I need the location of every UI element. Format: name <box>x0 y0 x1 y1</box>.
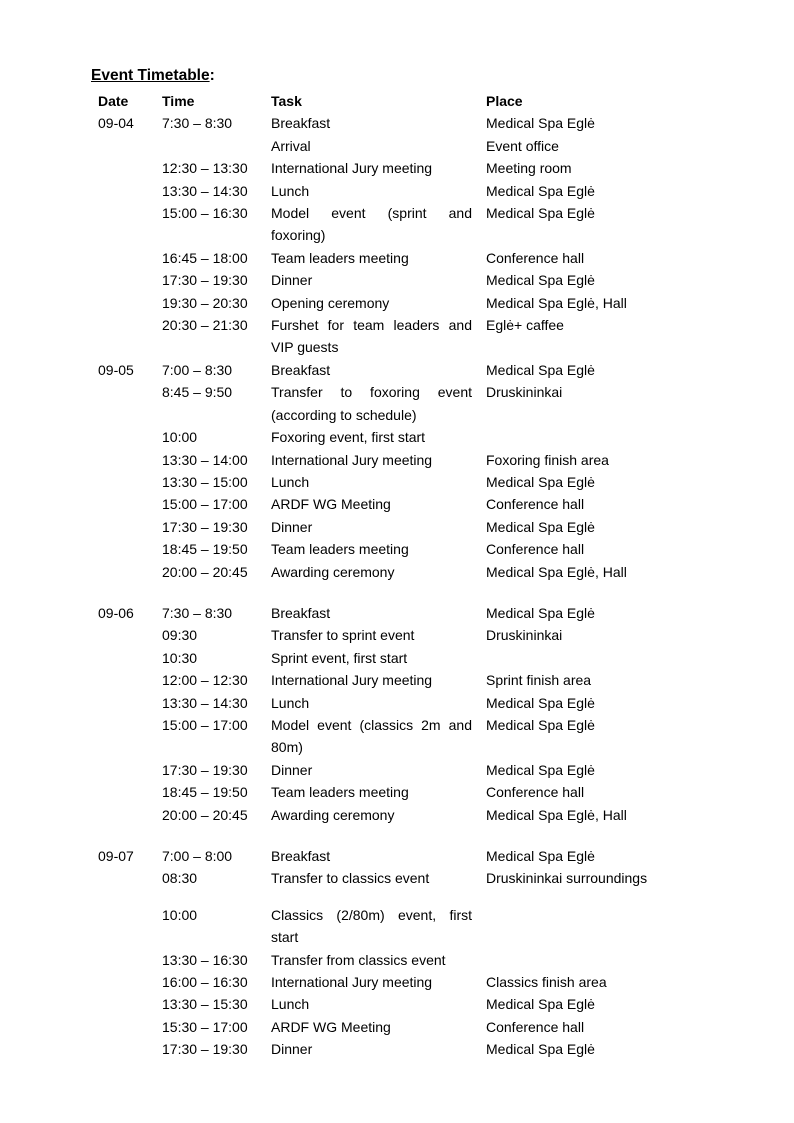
table-row <box>98 381 698 426</box>
table-row <box>98 647 698 669</box>
task-cell: ARDF WG Meeting <box>271 496 391 513</box>
time-cell: 13:30 – 15:00 <box>162 473 248 490</box>
date-cell <box>98 692 162 714</box>
place-cell: Eglė+ caffee <box>486 317 564 334</box>
time-cell: 13:30 – 14:00 <box>162 451 248 468</box>
timetable <box>98 90 698 1061</box>
date-cell <box>98 647 162 669</box>
header-time: Time <box>162 93 195 109</box>
time-cell: 10:00 <box>162 429 198 446</box>
task-cell: Furshet for team leaders and VIP guests <box>271 317 472 356</box>
time-cell: 12:00 – 12:30 <box>162 672 248 689</box>
table-row <box>98 292 698 314</box>
table-row <box>98 781 698 803</box>
time-cell: 13:30 – 16:30 <box>162 951 248 968</box>
task-cell: Team leaders meeting <box>271 249 409 266</box>
task-cell: Team leaders meeting <box>271 541 409 558</box>
place-cell: Medical Spa Eglė <box>486 716 595 733</box>
date-cell <box>98 247 162 269</box>
page-title <box>91 66 711 86</box>
time-cell: 19:30 – 20:30 <box>162 294 248 311</box>
document-page <box>91 66 711 1061</box>
time-cell: 17:30 – 19:30 <box>162 272 248 289</box>
date-cell <box>98 538 162 560</box>
date-cell <box>98 180 162 202</box>
place-cell: Medical Spa Eglė <box>486 518 595 535</box>
header-date: Date <box>98 93 129 109</box>
table-row <box>98 359 698 381</box>
task-cell: Opening ceremony <box>271 294 390 311</box>
date-cell <box>98 202 162 247</box>
table-header-row <box>98 90 698 112</box>
timetable-body <box>98 112 698 1060</box>
time-cell: 17:30 – 19:30 <box>162 518 248 535</box>
date-cell <box>98 781 162 803</box>
table-row <box>98 804 698 826</box>
table-row <box>98 516 698 538</box>
place-cell: Druskininkai <box>486 384 563 401</box>
task-cell: International Jury meeting <box>271 672 433 689</box>
task-cell: Dinner <box>271 761 313 778</box>
time-cell: 12:30 – 13:30 <box>162 160 248 177</box>
table-row <box>98 247 698 269</box>
date-cell <box>98 426 162 448</box>
table-row <box>98 1016 698 1038</box>
task-cell: Dinner <box>271 518 313 535</box>
table-row <box>98 602 698 624</box>
date-cell <box>98 135 162 157</box>
time-cell: 8:45 – 9:50 <box>162 384 233 401</box>
place-cell: Foxoring finish area <box>486 451 609 468</box>
date-cell <box>98 1016 162 1038</box>
table-row <box>98 180 698 202</box>
place-cell: Medical Spa Eglė <box>486 473 595 490</box>
place-cell: Conference hall <box>486 249 585 266</box>
table-row <box>98 669 698 691</box>
date-cell <box>98 669 162 691</box>
task-cell: Lunch <box>271 473 310 490</box>
place-cell: Medical Spa Eglė <box>486 694 595 711</box>
place-cell: Medical Spa Eglė <box>486 115 595 132</box>
spacer-cell <box>98 583 698 602</box>
task-cell: Transfer to classics event <box>271 870 430 887</box>
place-cell: Druskininkai surroundings <box>486 870 648 887</box>
time-cell: 15:30 – 17:00 <box>162 1018 248 1035</box>
task-cell: Lunch <box>271 694 310 711</box>
table-row <box>98 135 698 157</box>
task-cell: Lunch <box>271 996 310 1013</box>
time-cell: 16:45 – 18:00 <box>162 249 248 266</box>
table-row <box>98 471 698 493</box>
task-cell: Breakfast <box>271 848 331 864</box>
task-cell: Sprint event, first start <box>271 649 408 666</box>
place-cell: Medical Spa Eglė <box>486 272 595 289</box>
task-cell: Breakfast <box>271 361 331 378</box>
spacer-cell <box>98 826 698 845</box>
date-cell <box>98 759 162 781</box>
task-cell: Classics (2/80m) event, first start <box>271 906 472 946</box>
table-row <box>98 624 698 646</box>
time-cell: 20:30 – 21:30 <box>162 317 248 334</box>
date-cell <box>98 493 162 515</box>
time-cell: 20:00 – 20:45 <box>162 806 248 823</box>
place-cell: Medical Spa Eglė <box>486 361 595 378</box>
table-row <box>98 971 698 993</box>
table-row <box>98 904 698 949</box>
time-cell: 7:30 – 8:30 <box>162 604 233 621</box>
time-cell: 13:30 – 15:30 <box>162 996 248 1013</box>
date-cell <box>98 949 162 971</box>
date-cell <box>98 624 162 646</box>
time-cell: 16:00 – 16:30 <box>162 974 248 991</box>
place-cell: Medical Spa Eglė <box>486 205 595 222</box>
task-cell: Awarding ceremony <box>271 563 395 580</box>
time-cell: 18:45 – 19:50 <box>162 541 248 558</box>
date-cell: 09-06 <box>98 604 134 621</box>
task-cell: Model event (classics 2m and 80m) <box>271 716 472 756</box>
date-cell <box>98 867 162 889</box>
table-row <box>98 867 698 889</box>
place-cell <box>486 647 698 669</box>
table-row <box>98 845 698 867</box>
time-cell: 15:00 – 17:00 <box>162 496 248 513</box>
table-row <box>98 538 698 560</box>
table-row <box>98 426 698 448</box>
place-cell: Conference hall <box>486 784 585 801</box>
table-row <box>98 949 698 971</box>
place-cell: Medical Spa Eglė <box>486 604 595 621</box>
time-cell: 15:00 – 16:30 <box>162 205 248 222</box>
table-row <box>98 202 698 247</box>
place-cell <box>486 904 698 949</box>
place-cell: Sprint finish area <box>486 672 592 689</box>
place-cell <box>486 949 698 971</box>
time-cell: 18:45 – 19:50 <box>162 784 248 801</box>
header-place: Place <box>486 93 523 109</box>
date-cell <box>98 381 162 426</box>
spacer-row <box>98 826 698 845</box>
place-cell: Medical Spa Eglė, Hall <box>486 806 627 823</box>
date-cell <box>98 993 162 1015</box>
table-row <box>98 269 698 291</box>
time-cell: 09:30 <box>162 627 198 644</box>
table-row <box>98 157 698 179</box>
time-cell: 13:30 – 14:30 <box>162 182 248 199</box>
place-cell: Meeting room <box>486 160 572 177</box>
task-cell: Foxoring event, first start <box>271 429 426 446</box>
spacer-cell <box>98 890 698 904</box>
task-cell: Transfer to foxoring event (according to schedule) <box>271 384 472 423</box>
task-cell: Breakfast <box>271 604 331 621</box>
time-cell: 7:30 – 8:30 <box>162 115 233 132</box>
place-cell: Conference hall <box>486 1018 585 1035</box>
task-cell: Dinner <box>271 1041 313 1058</box>
title-colon: : <box>209 67 215 84</box>
time-cell: 17:30 – 19:30 <box>162 761 248 778</box>
table-row <box>98 1038 698 1060</box>
table-row <box>98 493 698 515</box>
place-cell: Medical Spa Eglė <box>486 848 595 864</box>
place-cell: Medical Spa Eglė, Hall <box>486 294 627 311</box>
table-row <box>98 314 698 359</box>
place-cell: Event office <box>486 137 559 154</box>
date-cell <box>98 292 162 314</box>
date-cell <box>98 516 162 538</box>
date-cell <box>98 714 162 759</box>
table-row <box>98 449 698 471</box>
title-text: Event Timetable <box>91 67 210 84</box>
task-cell: Team leaders meeting <box>271 784 409 801</box>
table-row <box>98 112 698 134</box>
place-cell: Medical Spa Eglė <box>486 1041 595 1058</box>
place-cell: Medical Spa Eglė <box>486 761 595 778</box>
place-cell: Medical Spa Eglė <box>486 996 595 1013</box>
date-cell <box>98 971 162 993</box>
date-cell <box>98 449 162 471</box>
time-cell: 10:30 <box>162 649 198 666</box>
time-cell: 17:30 – 19:30 <box>162 1041 248 1058</box>
table-row <box>98 993 698 1015</box>
task-cell: Transfer from classics event <box>271 951 446 968</box>
date-cell <box>98 471 162 493</box>
task-cell: Breakfast <box>271 115 331 132</box>
place-cell: Conference hall <box>486 541 585 558</box>
task-cell: Arrival <box>271 137 311 154</box>
task-cell: Model event (sprint and foxoring) <box>271 205 472 244</box>
time-cell: 20:00 – 20:45 <box>162 563 248 580</box>
time-cell: 7:00 – 8:00 <box>162 848 233 864</box>
date-cell <box>98 269 162 291</box>
time-cell: 08:30 <box>162 870 198 887</box>
time-cell: 10:00 <box>162 906 198 923</box>
place-cell: Medical Spa Eglė <box>486 182 595 199</box>
date-cell: 09-05 <box>98 361 134 378</box>
place-cell <box>486 426 698 448</box>
date-cell: 09-07 <box>98 848 134 864</box>
task-cell: Awarding ceremony <box>271 806 395 823</box>
table-row <box>98 692 698 714</box>
date-cell <box>98 1038 162 1060</box>
time-cell: 13:30 – 14:30 <box>162 694 248 711</box>
date-cell <box>98 314 162 359</box>
spacer-row <box>98 583 698 602</box>
date-cell: 09-04 <box>98 115 134 132</box>
time-cell: 7:00 – 8:30 <box>162 361 233 378</box>
header-task: Task <box>271 93 302 109</box>
time-cell <box>162 135 271 157</box>
place-cell: Classics finish area <box>486 974 607 991</box>
date-cell <box>98 561 162 583</box>
place-cell: Conference hall <box>486 496 585 513</box>
date-cell <box>98 157 162 179</box>
place-cell: Druskininkai <box>486 627 563 644</box>
task-cell: Dinner <box>271 272 313 289</box>
task-cell: ARDF WG Meeting <box>271 1018 391 1035</box>
table-row <box>98 759 698 781</box>
date-cell <box>98 904 162 949</box>
table-row <box>98 714 698 759</box>
spacer-row <box>98 890 698 904</box>
task-cell: International Jury meeting <box>271 451 433 468</box>
table-row <box>98 561 698 583</box>
place-cell: Medical Spa Eglė, Hall <box>486 563 627 580</box>
time-cell: 15:00 – 17:00 <box>162 716 248 733</box>
task-cell: International Jury meeting <box>271 160 433 177</box>
task-cell: Lunch <box>271 182 310 199</box>
date-cell <box>98 804 162 826</box>
task-cell: Transfer to sprint event <box>271 627 415 644</box>
task-cell: International Jury meeting <box>271 974 433 991</box>
